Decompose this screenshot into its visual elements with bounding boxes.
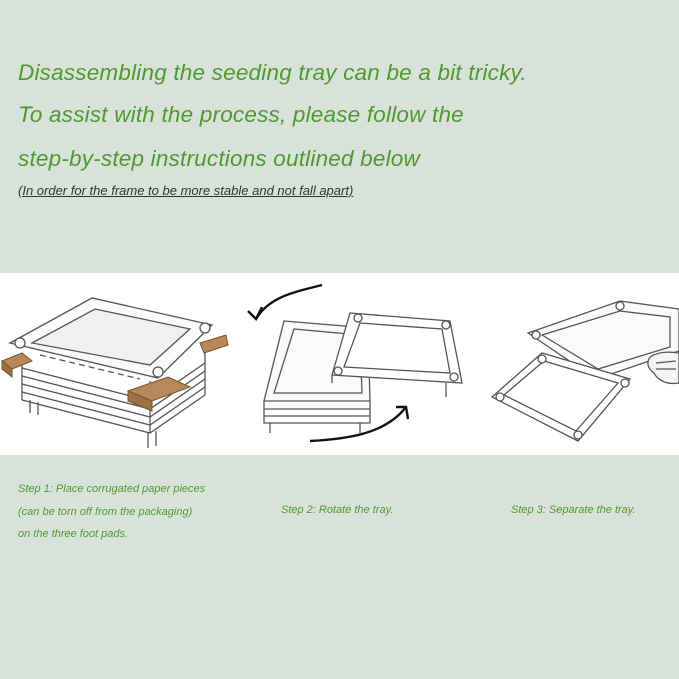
step-2-caption — [281, 499, 393, 522]
step-1-line-2: (can be torn off from the packaging) — [18, 505, 193, 518]
step-3-caption — [511, 499, 636, 522]
headline-line-3: step-by-step instructions outlined below — [18, 146, 420, 171]
rotate-tray-illustration — [240, 273, 480, 455]
separate-tray-illustration — [480, 273, 679, 455]
illustration-band — [0, 273, 679, 455]
headline-line-2: To assist with the process, please follow the — [18, 102, 464, 127]
step-2-line-1: Step 2: Rotate the tray. — [281, 504, 394, 516]
stability-note: (In order for the frame to be more stable and not fall apart) — [18, 183, 354, 198]
step-1-line-1: Step 1: Place corrugated paper pieces — [18, 483, 206, 495]
step-1-caption — [18, 478, 205, 546]
stacked-tray-illustration — [0, 273, 240, 455]
step-3-line-1: Step 3: Separate the tray. — [511, 504, 636, 516]
step-1-line-3: on the three foot pads. — [18, 528, 129, 540]
headline-line-1: Disassembling the seeding tray can be a bit tricky. — [18, 60, 527, 85]
